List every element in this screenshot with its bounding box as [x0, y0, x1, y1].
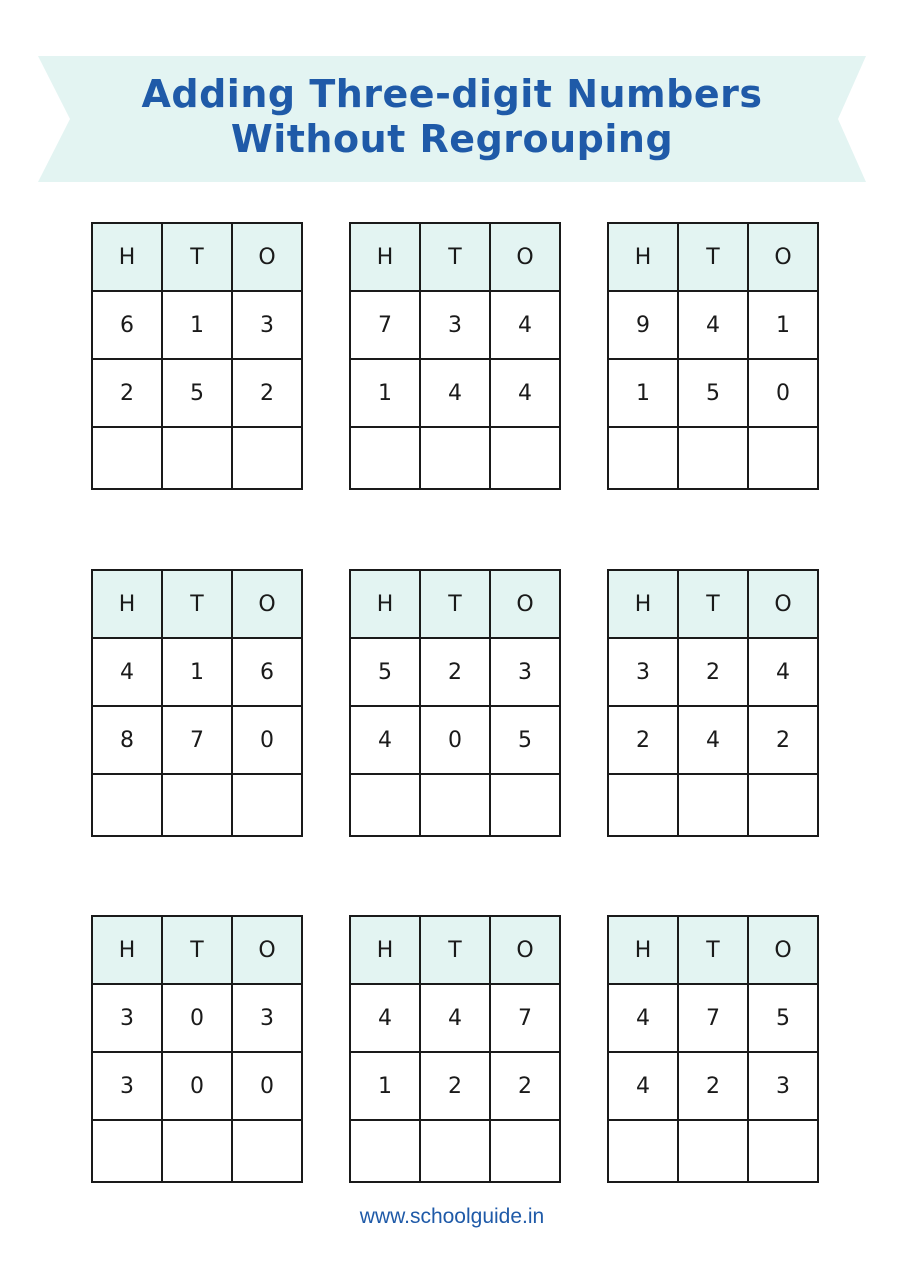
addend-2-ones: 0	[232, 706, 302, 774]
problem-table-2	[349, 222, 561, 490]
addend-2-hundreds: 8	[92, 706, 162, 774]
addend-1-ones: 7	[490, 984, 560, 1052]
addend-2-hundreds: 3	[92, 1052, 162, 1120]
addend-1-hundreds: 7	[350, 291, 420, 359]
addend-2-ones: 4	[490, 359, 560, 427]
problem-table-3	[607, 222, 819, 490]
answer-ones-cell[interactable]	[490, 774, 560, 836]
addend-2-tens: 4	[678, 706, 748, 774]
answer-tens-cell[interactable]	[162, 774, 232, 836]
problem-table-8	[349, 915, 561, 1183]
title-banner	[38, 56, 866, 182]
answer-ones-cell[interactable]	[748, 427, 818, 489]
addend-1-hundreds: 6	[92, 291, 162, 359]
header-tens: T	[678, 570, 748, 638]
addend-1-tens: 0	[162, 984, 232, 1052]
addend-2-hundreds: 1	[350, 359, 420, 427]
addend-1-hundreds: 9	[608, 291, 678, 359]
addend-1-tens: 7	[678, 984, 748, 1052]
addend-2-ones: 3	[748, 1052, 818, 1120]
header-tens: T	[162, 223, 232, 291]
addend-2-ones: 5	[490, 706, 560, 774]
addend-2-hundreds: 1	[350, 1052, 420, 1120]
addend-2-ones: 0	[748, 359, 818, 427]
addend-2-tens: 7	[162, 706, 232, 774]
addend-2-tens: 2	[420, 1052, 490, 1120]
website-footer[interactable]: www.schoolguide.in	[359, 1205, 545, 1228]
addend-1-ones: 3	[232, 984, 302, 1052]
addend-2-tens: 0	[420, 706, 490, 774]
addend-2-hundreds: 2	[92, 359, 162, 427]
answer-ones-cell[interactable]	[748, 1120, 818, 1182]
header-ones: O	[748, 223, 818, 291]
answer-tens-cell[interactable]	[678, 1120, 748, 1182]
header-ones: O	[748, 916, 818, 984]
addend-1-hundreds: 5	[350, 638, 420, 706]
addend-1-hundreds: 4	[92, 638, 162, 706]
addend-2-ones: 0	[232, 1052, 302, 1120]
answer-hundreds-cell[interactable]	[92, 774, 162, 836]
answer-ones-cell[interactable]	[490, 1120, 560, 1182]
title-line-1: Adding Three-digit Numbers	[141, 72, 763, 116]
header-ones: O	[748, 570, 818, 638]
header-hundreds: H	[608, 223, 678, 291]
addend-2-hundreds: 2	[608, 706, 678, 774]
addend-2-tens: 0	[162, 1052, 232, 1120]
header-ones: O	[232, 916, 302, 984]
answer-ones-cell[interactable]	[232, 1120, 302, 1182]
answer-tens-cell[interactable]	[420, 774, 490, 836]
header-tens: T	[420, 223, 490, 291]
answer-tens-cell[interactable]	[162, 427, 232, 489]
addend-2-tens: 5	[678, 359, 748, 427]
answer-ones-cell[interactable]	[232, 427, 302, 489]
header-hundreds: H	[608, 916, 678, 984]
answer-tens-cell[interactable]	[420, 1120, 490, 1182]
answer-ones-cell[interactable]	[490, 427, 560, 489]
worksheet-title	[38, 72, 866, 162]
addend-1-tens: 4	[678, 291, 748, 359]
answer-ones-cell[interactable]	[748, 774, 818, 836]
addend-2-hundreds: 1	[608, 359, 678, 427]
answer-hundreds-cell[interactable]	[350, 1120, 420, 1182]
problem-table-7	[91, 915, 303, 1183]
answer-tens-cell[interactable]	[420, 427, 490, 489]
addend-1-tens: 2	[420, 638, 490, 706]
addend-1-hundreds: 3	[608, 638, 678, 706]
header-ones: O	[232, 570, 302, 638]
header-hundreds: H	[350, 223, 420, 291]
header-hundreds: H	[92, 223, 162, 291]
addend-1-ones: 5	[748, 984, 818, 1052]
answer-hundreds-cell[interactable]	[92, 1120, 162, 1182]
answer-hundreds-cell[interactable]	[92, 427, 162, 489]
answer-tens-cell[interactable]	[678, 427, 748, 489]
addend-1-ones: 3	[232, 291, 302, 359]
header-hundreds: H	[350, 916, 420, 984]
answer-hundreds-cell[interactable]	[608, 1120, 678, 1182]
addend-2-tens: 2	[678, 1052, 748, 1120]
problem-table-4	[91, 569, 303, 837]
addend-2-ones: 2	[490, 1052, 560, 1120]
problem-table-9	[607, 915, 819, 1183]
addend-1-tens: 3	[420, 291, 490, 359]
header-tens: T	[420, 570, 490, 638]
answer-hundreds-cell[interactable]	[608, 774, 678, 836]
addend-2-tens: 4	[420, 359, 490, 427]
addend-1-hundreds: 3	[92, 984, 162, 1052]
addend-2-hundreds: 4	[350, 706, 420, 774]
answer-hundreds-cell[interactable]	[350, 774, 420, 836]
header-tens: T	[678, 916, 748, 984]
header-hundreds: H	[350, 570, 420, 638]
addend-1-tens: 1	[162, 291, 232, 359]
addend-2-hundreds: 4	[608, 1052, 678, 1120]
header-hundreds: H	[92, 570, 162, 638]
addend-1-hundreds: 4	[350, 984, 420, 1052]
addend-1-ones: 3	[490, 638, 560, 706]
header-ones: O	[490, 570, 560, 638]
problem-table-5	[349, 569, 561, 837]
answer-tens-cell[interactable]	[678, 774, 748, 836]
answer-tens-cell[interactable]	[162, 1120, 232, 1182]
addend-1-tens: 1	[162, 638, 232, 706]
header-ones: O	[490, 223, 560, 291]
header-ones: O	[490, 916, 560, 984]
addend-2-ones: 2	[232, 359, 302, 427]
answer-hundreds-cell[interactable]	[350, 427, 420, 489]
answer-ones-cell[interactable]	[232, 774, 302, 836]
header-tens: T	[162, 916, 232, 984]
addend-2-ones: 2	[748, 706, 818, 774]
header-ones: O	[232, 223, 302, 291]
problem-table-6	[607, 569, 819, 837]
answer-hundreds-cell[interactable]	[608, 427, 678, 489]
addend-1-ones: 1	[748, 291, 818, 359]
addend-1-tens: 2	[678, 638, 748, 706]
header-hundreds: H	[92, 916, 162, 984]
header-tens: T	[420, 916, 490, 984]
title-line-2: Without Regrouping	[230, 117, 674, 161]
addend-1-hundreds: 4	[608, 984, 678, 1052]
addend-1-ones: 4	[490, 291, 560, 359]
addend-2-tens: 5	[162, 359, 232, 427]
addend-1-ones: 4	[748, 638, 818, 706]
header-tens: T	[678, 223, 748, 291]
header-tens: T	[162, 570, 232, 638]
addend-1-ones: 6	[232, 638, 302, 706]
header-hundreds: H	[608, 570, 678, 638]
problem-table-1	[91, 222, 303, 490]
addend-1-tens: 4	[420, 984, 490, 1052]
